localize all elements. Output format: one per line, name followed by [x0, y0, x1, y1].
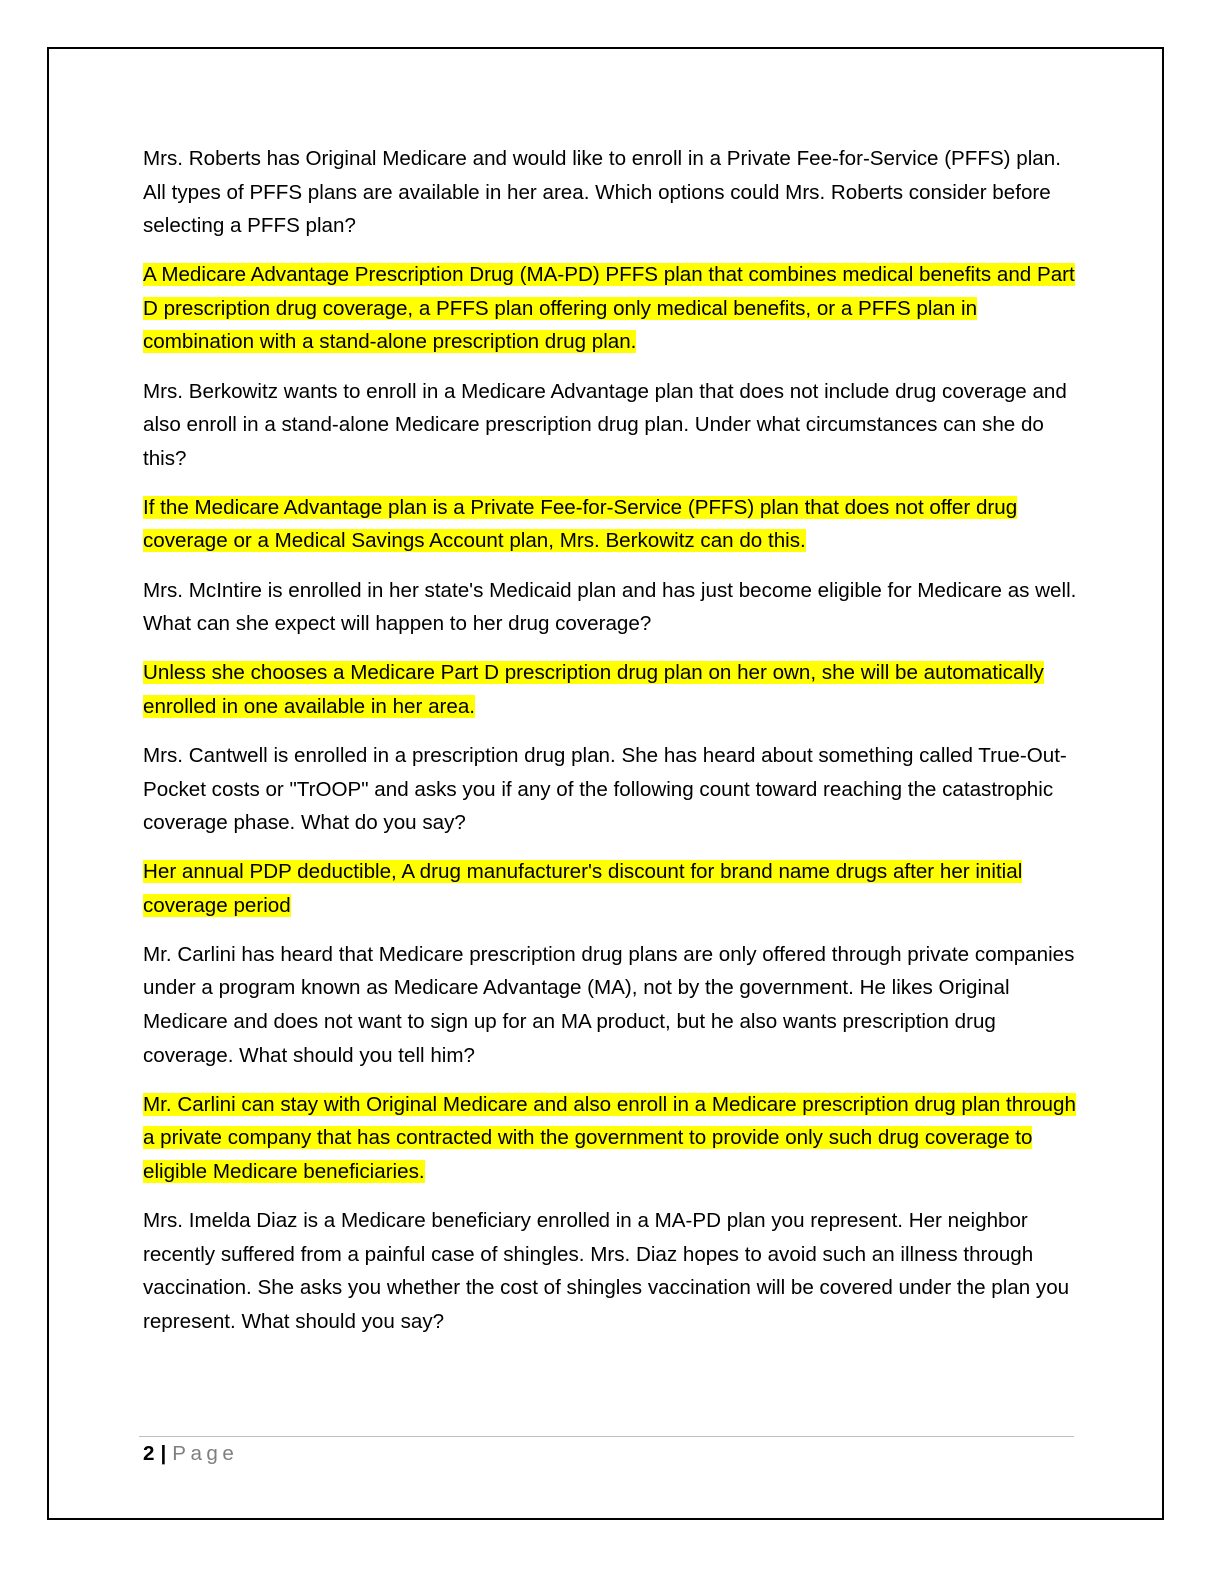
document-body — [143, 142, 1078, 1354]
highlighted-answer-text: Her annual PDP deductible, A drug manufacturer's discount for brand name drugs after her initial coverage period — [143, 860, 1023, 917]
answer-roberts — [143, 258, 1078, 359]
question-berkowitz — [143, 375, 1078, 476]
highlighted-answer-text: A Medicare Advantage Prescription Drug (MA-PD) PFFS plan that combines medical benefits and Part D prescription drug coverage, a PFFS plan offering only medical benefits, or a PFFS plan in combination with a stand-alone prescription drug plan. — [143, 263, 1075, 354]
highlighted-answer-text: Mr. Carlini can stay with Original Medicare and also enroll in a Medicare prescription drug plan through a private company that has contracted with the government to provide only such drug coverage to eligible Medicare beneficiaries. — [143, 1092, 1076, 1183]
question-roberts — [143, 142, 1078, 243]
question-text: Mrs. Cantwell is enrolled in a prescription drug plan. She has heard about something called True-Out-Pocket costs or "TrOOP" and asks you if any of the following count toward reaching the catastrophic coverage phase. What do you say? — [143, 743, 1067, 835]
answer-carlini — [143, 1088, 1078, 1189]
page-label: Page — [172, 1442, 239, 1465]
question-text: Mr. Carlini has heard that Medicare prescription drug plans are only offered through private companies under a program known as Medicare Advantage (MA), not by the government. He likes Original Medicare and does not want to sign up for an MA product, but he also wants prescription drug coverage. What should you tell him? — [143, 942, 1075, 1067]
answer-cantwell — [143, 855, 1078, 922]
page-number: 2 — [143, 1442, 155, 1465]
question-text: Mrs. McIntire is enrolled in her state's Medicaid plan and has just become eligible for Medicare as well. What can she expect will happen to her drug coverage? — [143, 578, 1077, 636]
question-diaz — [143, 1204, 1078, 1338]
highlighted-answer-text: Unless she chooses a Medicare Part D prescription drug plan on her own, she will be automatically enrolled in one available in her area. — [143, 661, 1044, 718]
highlighted-answer-text: If the Medicare Advantage plan is a Private Fee-for-Service (PFFS) plan that does not offer drug coverage or a Medical Savings Account plan, Mrs. Berkowitz can do this. — [143, 495, 1018, 553]
question-text: Mrs. Imelda Diaz is a Medicare beneficiary enrolled in a MA-PD plan you represent. Her neighbor recently suffered from a painful case of shingles. Mrs. Diaz hopes to avoid such an illness through vaccination. She asks you whether the cost of shingles vaccination will be covered under the plan you represent. What should you say? — [143, 1209, 1070, 1333]
page-footer — [143, 1440, 238, 1468]
answer-mcintire — [143, 656, 1078, 723]
footer-separator: | — [160, 1442, 167, 1465]
answer-berkowitz — [143, 491, 1078, 558]
question-cantwell — [143, 739, 1078, 840]
footer-divider — [139, 1436, 1074, 1437]
question-mcintire — [143, 574, 1078, 641]
question-text: Mrs. Berkowitz wants to enroll in a Medicare Advantage plan that does not include drug coverage and also enroll in a stand-alone Medicare prescription drug plan. Under what circumstances can she do this? — [143, 379, 1067, 470]
question-carlini — [143, 938, 1078, 1072]
question-text: Mrs. Roberts has Original Medicare and would like to enroll in a Private Fee-for-Service (PFFS) plan. All types of PFFS plans are available in her area. Which options could Mrs. Roberts consider before selecting a PFFS plan? — [143, 147, 1061, 238]
